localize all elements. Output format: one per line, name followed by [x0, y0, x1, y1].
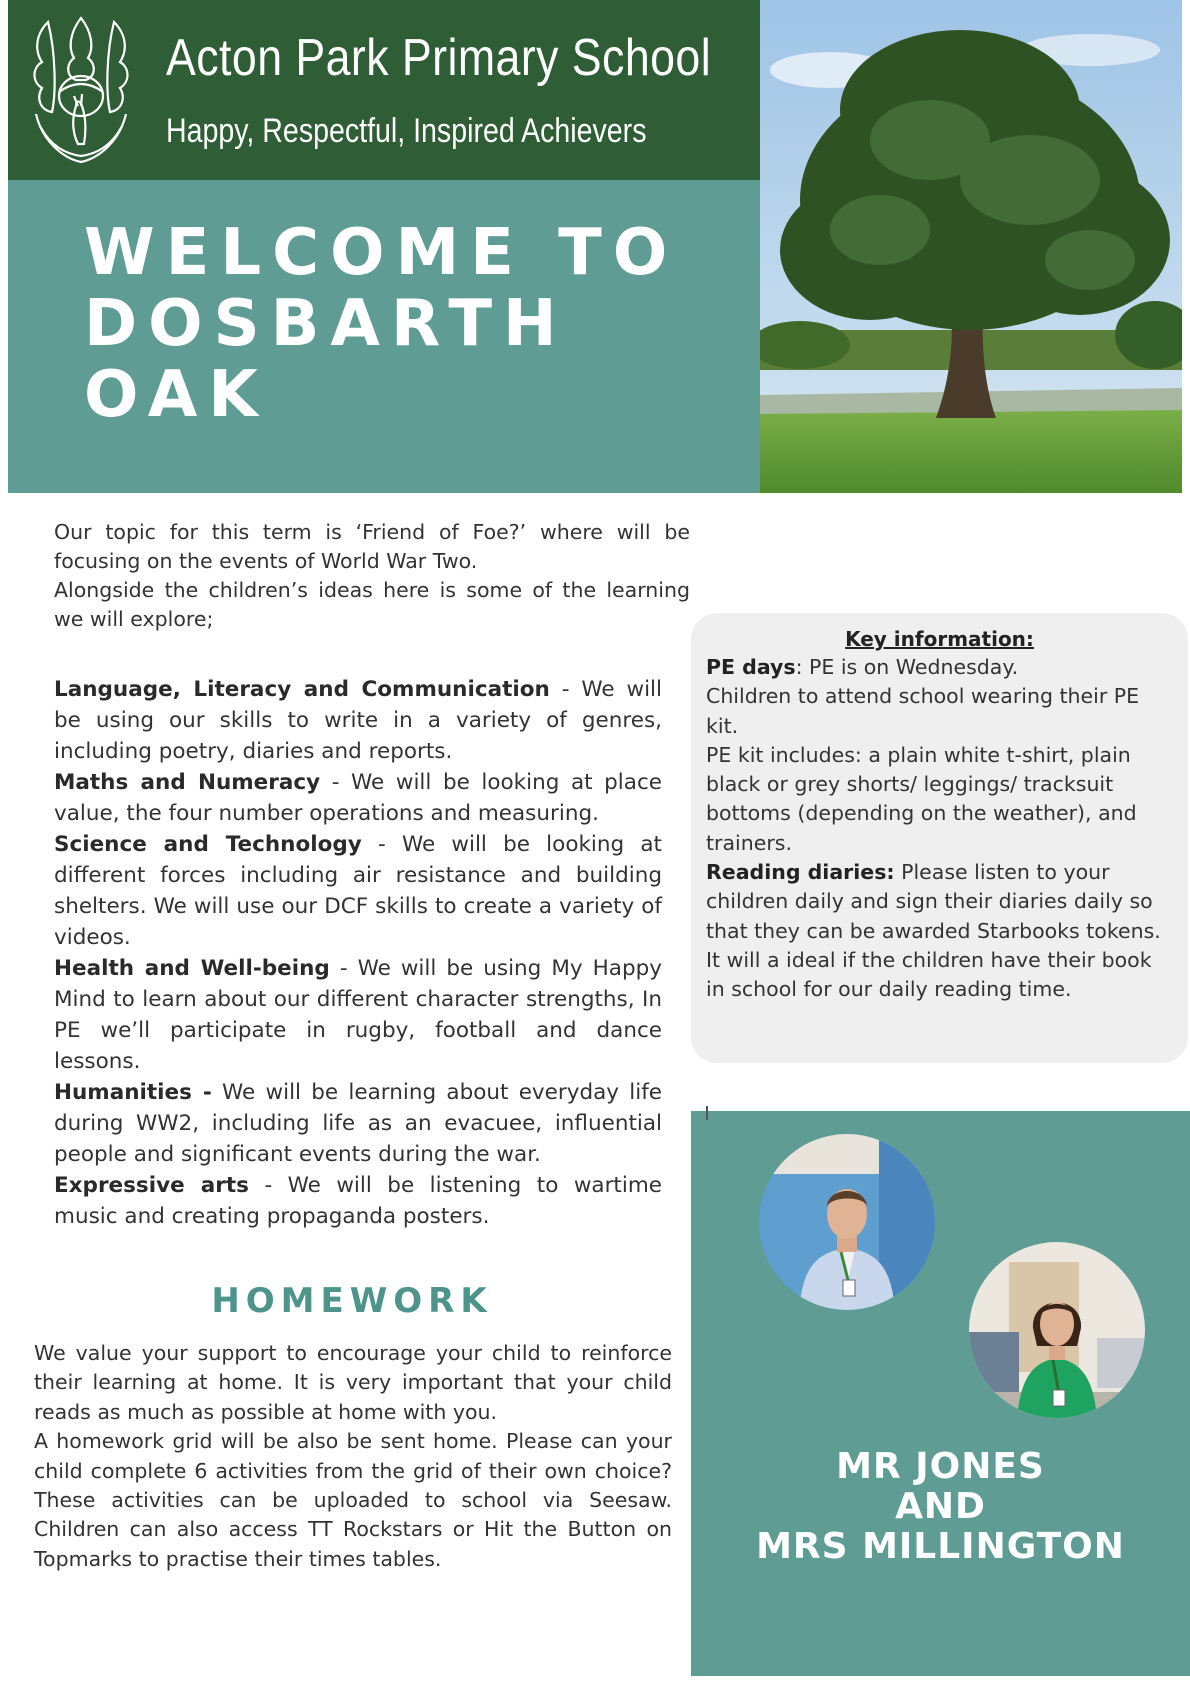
learning-item [54, 1077, 662, 1170]
learning-area-label: Language, Literacy and Communication [54, 677, 550, 702]
teacher-name-2: MRS MILLINGTON [756, 1526, 1125, 1567]
school-crest-icon [26, 14, 136, 166]
teachers-panel [691, 1111, 1190, 1676]
learning-area-text: - We will be using our skills to write in a variety of genres, including poetry, diaries and reports. [54, 677, 662, 764]
teacher-name-1: MR JONES [836, 1446, 1045, 1487]
key-information-body [706, 653, 1176, 1005]
learning-area-text: - We will be using My Happy Mind to learn about our different character strengths, In PE we’ll participate in rugby, football and dance lessons. [54, 956, 662, 1074]
key-information-title: Key information: [845, 627, 1034, 651]
homework-paragraph-1: We value your support to encourage your child to reinforce their learning at home. It is very important that your child reads as much as possible at home with you. [34, 1341, 672, 1424]
learning-item [54, 829, 662, 953]
pe-days-text: : PE is on Wednesday. [795, 655, 1019, 679]
homework-heading: HOMEWORK [211, 1281, 493, 1321]
school-header [8, 0, 760, 180]
learning-area-label: Science and Technology [54, 832, 362, 857]
welcome-title-line-1: WELCOME TO [84, 216, 679, 290]
teacher-name-joiner: AND [895, 1486, 986, 1527]
reading-diaries-text: Please listen to your children daily and sign their diaries daily so that they can be awarded Starbooks tokens. It will a ideal if the children have their book in school for our daily reading time. [706, 860, 1161, 1002]
learning-area-text: We will be learning about everyday life during WW2, including life as an evacuee, influential people and significant events during the war. [54, 1080, 662, 1167]
learning-item [54, 1170, 662, 1232]
learning-area-text: - We will be listening to wartime music and creating propaganda posters. [54, 1173, 662, 1229]
learning-area-label: Expressive arts [54, 1173, 249, 1198]
learning-item [54, 674, 662, 767]
learning-area-label: Humanities - [54, 1080, 212, 1105]
teacher-names [691, 1447, 1190, 1567]
pe-days-label: PE days [706, 655, 796, 679]
learning-area-text: - We will be looking at place value, the four number operations and measuring. [54, 770, 662, 826]
homework-paragraph-2: A homework grid will be also be sent home. Please can your child complete 6 activities from the grid of their own choice? These activities can be uploaded to school via Seesaw. Children can also access TT Rockstars or Hit the Button on Topmarks to practise their times tables. [34, 1429, 672, 1571]
pe-kit-text: PE kit includes: a plain white t-shirt, plain black or grey shorts/ leggings/ tracksuit bottoms (depending on the weather), and trainers. [706, 742, 1137, 855]
learning-item [54, 767, 662, 829]
welcome-title-line-3: OAK [84, 358, 269, 432]
school-name: Acton Park Primary School [166, 29, 712, 87]
oak-tree-photo [760, 0, 1182, 493]
intro-paragraph-1: Our topic for this term is ‘Friend of Foe?’ where will be focusing on the events of World War Two. [54, 520, 690, 573]
welcome-title-line-2: DOSBARTH [84, 287, 568, 361]
school-motto: Happy, Respectful, Inspired Achievers [166, 112, 647, 150]
homework-text [34, 1339, 672, 1574]
reading-diaries-label: Reading diaries: [706, 860, 895, 885]
learning-area-text: - We will be looking at different forces including air resistance and building shelters. We will use our DCF skills to create a variety of videos. [54, 832, 662, 950]
mrs-millington-photo [969, 1242, 1145, 1418]
learning-area-label: Health and Well-being [54, 956, 330, 981]
learning-area-label: Maths and Numeracy [54, 770, 321, 795]
pe-attendance-text: Children to attend school wearing their PE kit. [706, 684, 1140, 738]
key-information-panel [691, 613, 1188, 1063]
learning-areas [54, 674, 662, 1232]
learning-item [54, 953, 662, 1077]
pe-days-line [706, 653, 1176, 682]
reading-diaries-line [706, 858, 1176, 1004]
text-cursor-mark [706, 1106, 708, 1120]
topic-intro [54, 518, 690, 634]
intro-paragraph-2: Alongside the children’s ideas here is some of the learning we will explore; [54, 578, 690, 631]
welcome-banner [8, 180, 760, 493]
mr-jones-photo [759, 1134, 935, 1310]
